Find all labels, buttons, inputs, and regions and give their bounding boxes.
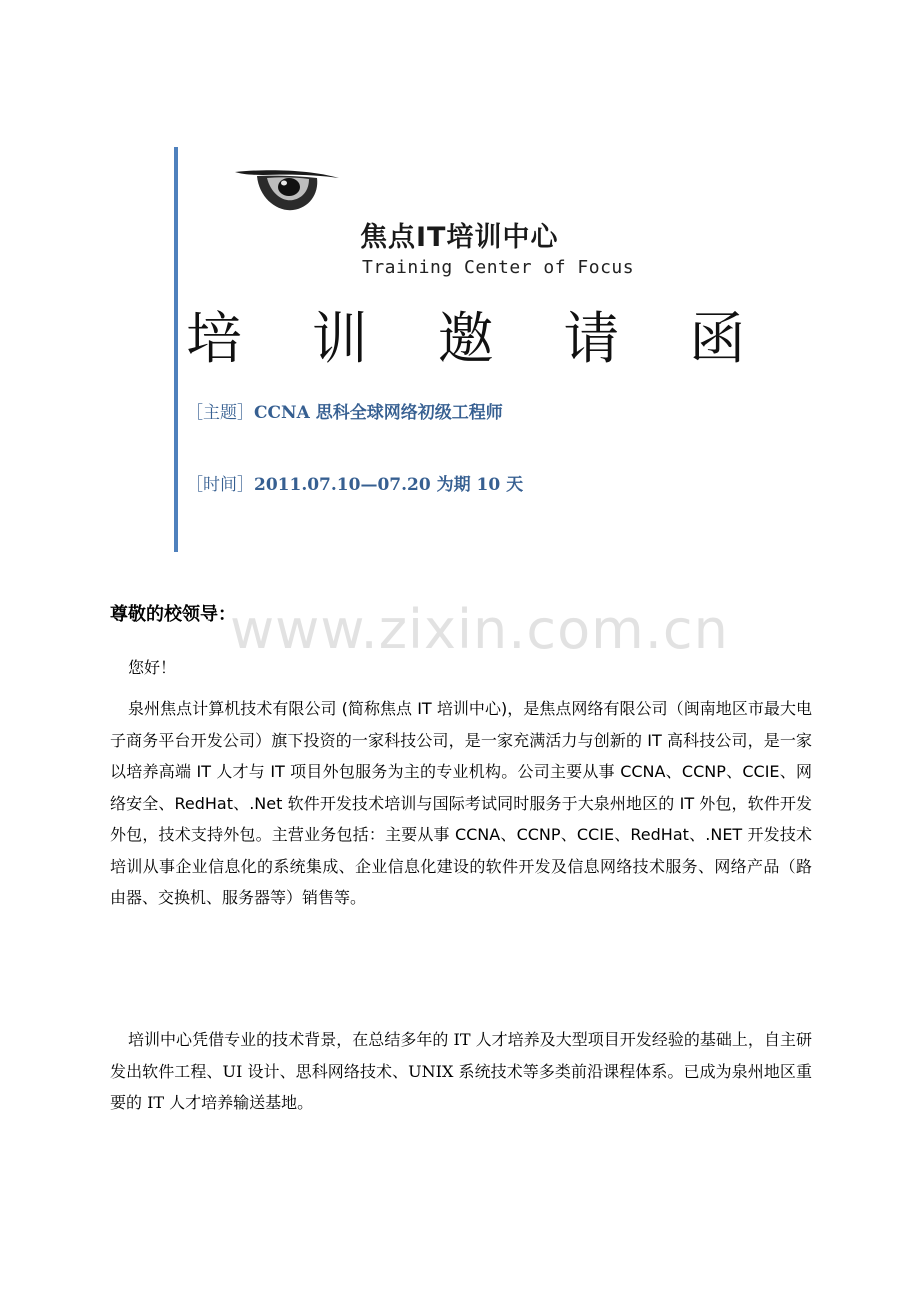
side-accent-rule [174,147,178,552]
watermark: www.zixin.com.cn [230,598,729,661]
brand-subtitle: Training Center of Focus [362,257,635,278]
topic-label: ［主题］ [186,403,254,423]
time-value: 2011.07.10—07.20 为期 10 天 [254,475,524,495]
body-paragraph-2: 培训中心凭借专业的技术背景，在总结多年的 IT 人才培养及大型项目开发经验的基础上，自主研发出软件工程、UI 设计、思科网络技术、UNIX 系统技术等多类前沿课程体系。已成为泉州地区重要的 IT 人才培养输送基地。 [110,1030,812,1112]
page-title: 培 训 邀 请 函 [186,307,772,372]
greeting: 您好！ [128,658,177,677]
eye-logo-icon [233,166,341,214]
body-paragraph-1: 泉州焦点计算机技术有限公司 (简称焦点 IT 培训中心)，是焦点网络有限公司（闽南地区市最大电子商务平台开发公司）旗下投资的一家科技公司，是一家充满活力与创新的 IT 高科技公司，是一家以培养高端 IT 人才与 IT 项目外包服务为主的专业机构。公司主要从事 CCNA、CCNP、CCIE、网络安全、RedHat、.Net 软件开发技术培训与国际考试同时服务于大泉州地区的 IT 外包，软件开发外包，技术支持外包。主营业务包括：主要从事 CCNA、CCNP、CCIE、RedHat、.NET 开发技术培训从事企业信息化的系统集成、企业信息化建设的软件开发及信息网络技术服务、网络产品（路由器、交换机、服务器等）销售等。 [110,699,812,907]
brand-name: 焦点IT培训中心 [360,222,559,253]
salutation: 尊敬的校领导： [110,604,236,625]
topic-value: CCNA 思科全球网络初级工程师 [254,403,503,423]
time-label: ［时间］ [186,475,254,495]
topic-line [186,398,503,423]
time-line [186,470,523,495]
